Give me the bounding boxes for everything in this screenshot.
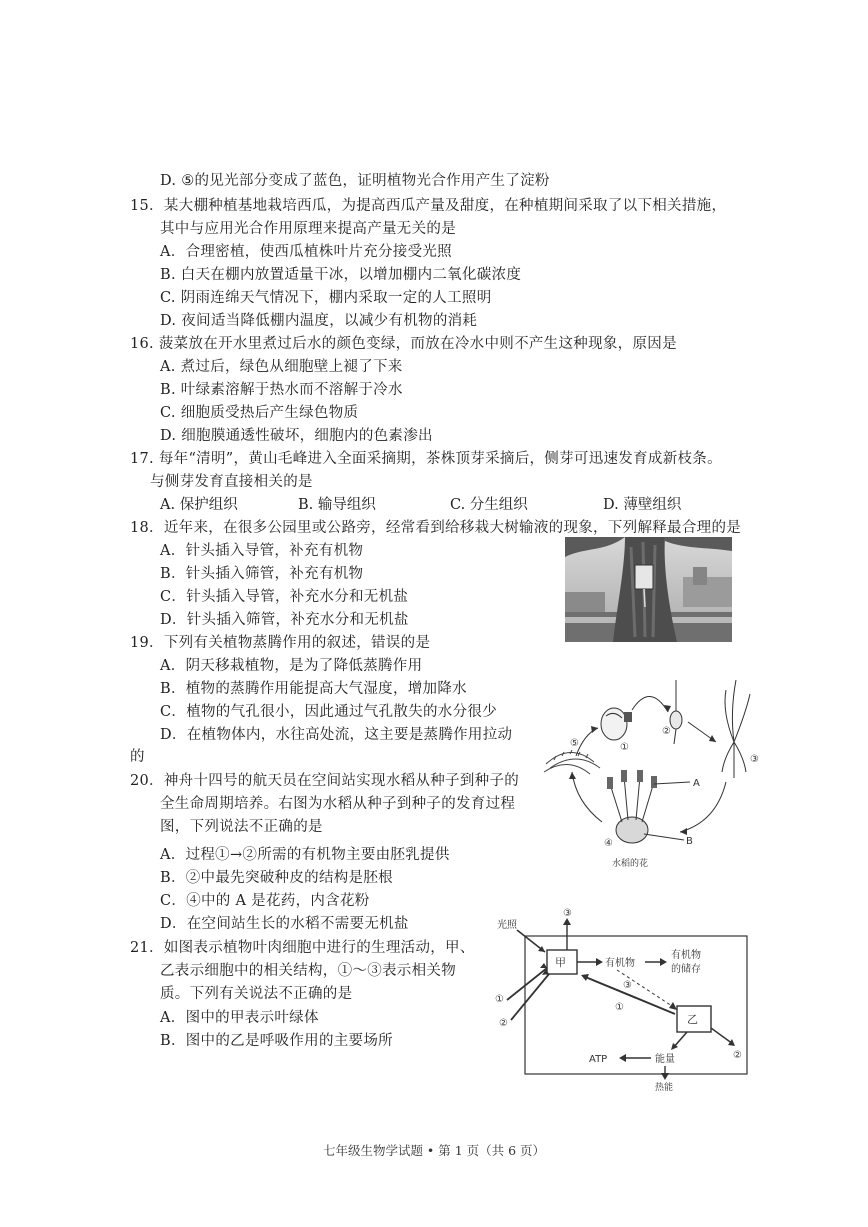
- mature-rice-drawing: [544, 750, 600, 774]
- q15-option-b: B. 白天在棚内放置适量干冰，以增加棚内二氧化碳浓度: [160, 267, 522, 283]
- q21-option-a: A．图中的甲表示叶绿体: [160, 1010, 319, 1026]
- storage-label-2: 的储存: [671, 964, 701, 975]
- c3-top-label: ③: [563, 908, 572, 919]
- rice-flower-drawing: [607, 770, 690, 843]
- q20-option-a: A．过程①→②所需的有机物主要由胚乳提供: [160, 847, 450, 863]
- q20-stem: 20．神舟十四号的航天员在空间站实现水稻从种子到种子的: [130, 773, 520, 789]
- rice-lifecycle-diagram: [540, 672, 762, 872]
- q15-stem-cont: 其中与应用光合作用原理来提高产量无关的是: [160, 221, 456, 237]
- c2-right-label: ②: [733, 1050, 742, 1061]
- leaf-cell-diagram: [493, 906, 768, 1092]
- q18-stem: 18．近年来，在很多公园里或公路旁，经常看到给移栽大树输液的现象，下列解释最合理的是: [130, 520, 742, 536]
- q18-option-a: A．针头插入导管，补充有机物: [160, 543, 364, 559]
- stage-5-label: ⑤: [570, 738, 579, 749]
- flower-caption: 水稻的花: [612, 859, 649, 869]
- c1-left-label: ①: [495, 994, 504, 1005]
- seedling-drawing: [722, 680, 750, 778]
- q21-stem: 21．如图表示植物叶肉细胞中进行的生理活动，甲、: [130, 940, 475, 956]
- page-footer: 七年级生物学试题 • 第 1 页（共 6 页）: [322, 1143, 546, 1158]
- q14-option-d: D. ⑤的见光部分变成了蓝色，证明植物光合作用产生了淀粉: [160, 173, 550, 189]
- c1-mid-label: ①: [615, 1002, 624, 1013]
- stage-3-label: ③: [750, 754, 759, 765]
- heat-label: 热能: [655, 1083, 674, 1092]
- label-a: A: [693, 778, 700, 789]
- q15-option-c: C. 阴雨连绵天气情况下，棚内采取一定的人工照明: [160, 290, 492, 306]
- q20-option-b: B．②中最先突破种皮的结构是胚根: [160, 870, 393, 886]
- q18-option-b: B．针头插入筛管，补充有机物: [160, 566, 364, 582]
- q17-stem: 17. 每年“清明”，黄山毛峰进入全面采摘期，茶株顶芽采摘后，侧芽可迅速发育成新枝条。: [130, 451, 722, 467]
- q19-option-d: D．在植物体内，水往高处流，这主要是蒸腾作用拉动: [160, 727, 513, 743]
- atp-label: ATP: [589, 1054, 608, 1065]
- q17-stem-cont: 与侧芽发育直接相关的是: [150, 474, 313, 490]
- c2-left-label: ②: [499, 1018, 508, 1029]
- c3-mid-label: ③: [623, 980, 632, 991]
- q16-option-d: D. 细胞膜通透性破坏，细胞内的色素渗出: [160, 428, 433, 444]
- jia-label: 甲: [555, 956, 566, 969]
- tree-infusion-photo: [565, 537, 732, 642]
- q17-options: [160, 495, 720, 515]
- q18-option-d: D．针头插入筛管，补充水分和无机盐: [160, 612, 409, 628]
- q21-option-b: B．图中的乙是呼吸作用的主要场所: [160, 1033, 393, 1049]
- q19-option-a: A．阴天移栽植物，是为了降低蒸腾作用: [160, 658, 423, 674]
- q16-stem: 16. 菠菜放在开水里煮过后水的颜色变绿，而放在冷水中则不产生这种现象，原因是: [130, 336, 677, 352]
- q19-option-b: B．植物的蒸腾作用能提高大气湿度，增加降水: [160, 681, 467, 697]
- q19-stem: 19．下列有关植物蒸腾作用的叙述，错误的是: [130, 635, 431, 651]
- stage-4-label: ④: [604, 838, 613, 849]
- light-label: 光照: [497, 920, 517, 931]
- q16-option-b: B. 叶绿素溶解于热水而不溶解于冷水: [160, 382, 403, 398]
- stage-1-label: ①: [620, 742, 629, 753]
- q17-option-b: B. 输导组织: [298, 497, 376, 513]
- stage-2-label: ②: [662, 726, 671, 737]
- q20-stem-cont2: 图，下列说法不正确的是: [160, 819, 323, 835]
- yi-label: 乙: [687, 1013, 698, 1026]
- q20-option-d: D．在空间站生长的水稻不需要无机盐: [160, 916, 409, 932]
- q17-option-c: C. 分生组织: [450, 497, 528, 513]
- germinating-seed-drawing: [670, 680, 682, 744]
- organic-label: 有机物: [605, 958, 635, 969]
- q16-option-c: C. 细胞质受热后产生绿色物质: [160, 405, 359, 421]
- q15-option-a: A．合理密植，使西瓜植株叶片充分接受光照: [160, 244, 452, 260]
- energy-label: 能量: [655, 1054, 675, 1065]
- storage-label-1: 有机物: [671, 950, 701, 961]
- q19-option-d-cont: 的: [130, 749, 145, 765]
- q18-option-c: C．针头插入导管，补充水分和无机盐: [160, 589, 409, 605]
- q20-stem-cont1: 全生命周期培养。右图为水稻从种子到种子的发育过程: [160, 796, 516, 812]
- q17-option-d: D. 薄壁组织: [603, 497, 682, 513]
- q19-option-c: C．植物的气孔很小，因此通过气孔散失的水分很少: [160, 704, 497, 720]
- label-b: B: [686, 836, 693, 847]
- q21-stem-cont1: 乙表示细胞中的相关结构，①～③表示相关物: [160, 963, 456, 979]
- q16-option-a: A. 煮过后，绿色从细胞壁上褪了下来: [160, 359, 403, 375]
- arrow-1-2: [632, 696, 668, 712]
- q15-stem: 15．某大棚种植基地栽培西瓜，为提高西瓜产量及甜度，在种植期间采取了以下相关措施，: [130, 198, 727, 214]
- seed-drawing: [601, 708, 632, 740]
- q15-option-d: D. 夜间适当降低棚内温度，以减少有机物的消耗: [160, 313, 478, 329]
- q21-stem-cont2: 质。下列有关说法不正确的是: [160, 986, 353, 1002]
- q17-option-a: A. 保护组织: [160, 497, 238, 513]
- q20-option-c: C．④中的 A 是花药，内含花粉: [160, 893, 370, 909]
